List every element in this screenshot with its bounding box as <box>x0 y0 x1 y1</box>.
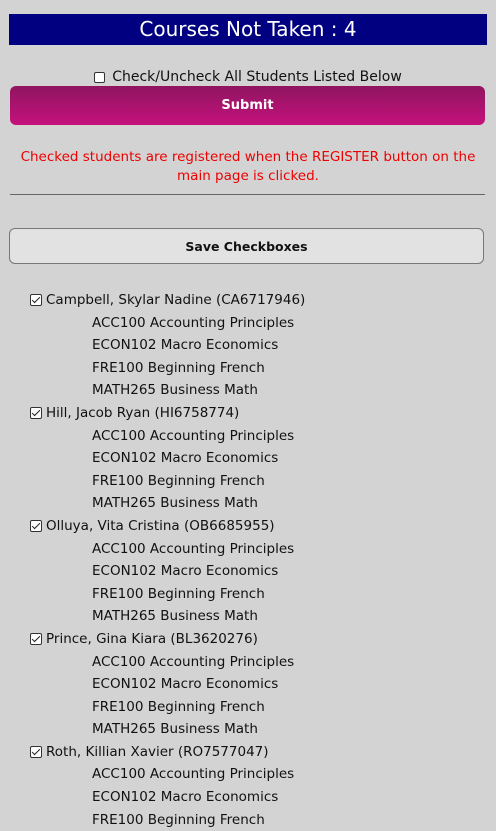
student-name: Campbell, Skylar Nadine (CA6717946) <box>46 292 306 309</box>
course-item: MATH265 Business Math <box>92 382 258 399</box>
student-name: Prince, Gina Kiara (BL3620276) <box>46 631 258 648</box>
check-all-checkbox[interactable] <box>94 72 105 83</box>
student-checkbox[interactable] <box>30 407 42 419</box>
student-row[interactable] <box>30 289 490 312</box>
course-item: MATH265 Business Math <box>92 608 258 625</box>
course-item: ACC100 Accounting Principles <box>92 540 295 557</box>
course-item: FRE100 Beginning French <box>92 811 265 828</box>
course-item: ACC100 Accounting Principles <box>92 653 295 670</box>
student-checkbox[interactable] <box>30 294 42 306</box>
student-checkbox[interactable] <box>30 746 42 758</box>
student-name: Olluya, Vita Cristina (OB6685955) <box>46 518 275 535</box>
course-item: MATH265 Business Math <box>92 721 258 738</box>
student-checkbox[interactable] <box>30 520 42 532</box>
check-all-row[interactable] <box>0 67 496 87</box>
submit-button[interactable]: Submit <box>10 86 485 125</box>
course-item: ECON102 Macro Economics <box>92 789 279 806</box>
check-all-label: Check/Uncheck All Students Listed Below <box>112 69 402 85</box>
course-item: ECON102 Macro Economics <box>92 676 279 693</box>
course-item: ACC100 Accounting Principles <box>92 314 295 331</box>
student-row[interactable] <box>30 515 490 538</box>
student-checkbox[interactable] <box>30 633 42 645</box>
course-item: ACC100 Accounting Principles <box>92 427 295 444</box>
course-item: FRE100 Beginning French <box>92 359 265 376</box>
student-row[interactable] <box>30 628 490 651</box>
student-row[interactable] <box>30 402 490 425</box>
course-item: ECON102 Macro Economics <box>92 337 279 354</box>
page-title: Courses Not Taken : 4 <box>9 14 487 45</box>
course-item: FRE100 Beginning French <box>92 472 265 489</box>
course-item: ECON102 Macro Economics <box>92 563 279 580</box>
course-item: FRE100 Beginning French <box>92 698 265 715</box>
divider <box>10 194 485 195</box>
student-name: Hill, Jacob Ryan (HI6758774) <box>46 405 240 422</box>
registration-notice: Checked students are registered when the REGISTER button on the main page is clicked. <box>20 149 476 184</box>
course-item: MATH265 Business Math <box>92 495 258 512</box>
student-name: Roth, Killian Xavier (RO7577047) <box>46 744 269 761</box>
course-item: ACC100 Accounting Principles <box>92 766 295 783</box>
course-item: ECON102 Macro Economics <box>92 450 279 467</box>
student-row[interactable] <box>30 741 490 764</box>
save-checkboxes-button[interactable]: Save Checkboxes <box>9 228 484 264</box>
student-list <box>30 289 490 831</box>
course-item: FRE100 Beginning French <box>92 585 265 602</box>
